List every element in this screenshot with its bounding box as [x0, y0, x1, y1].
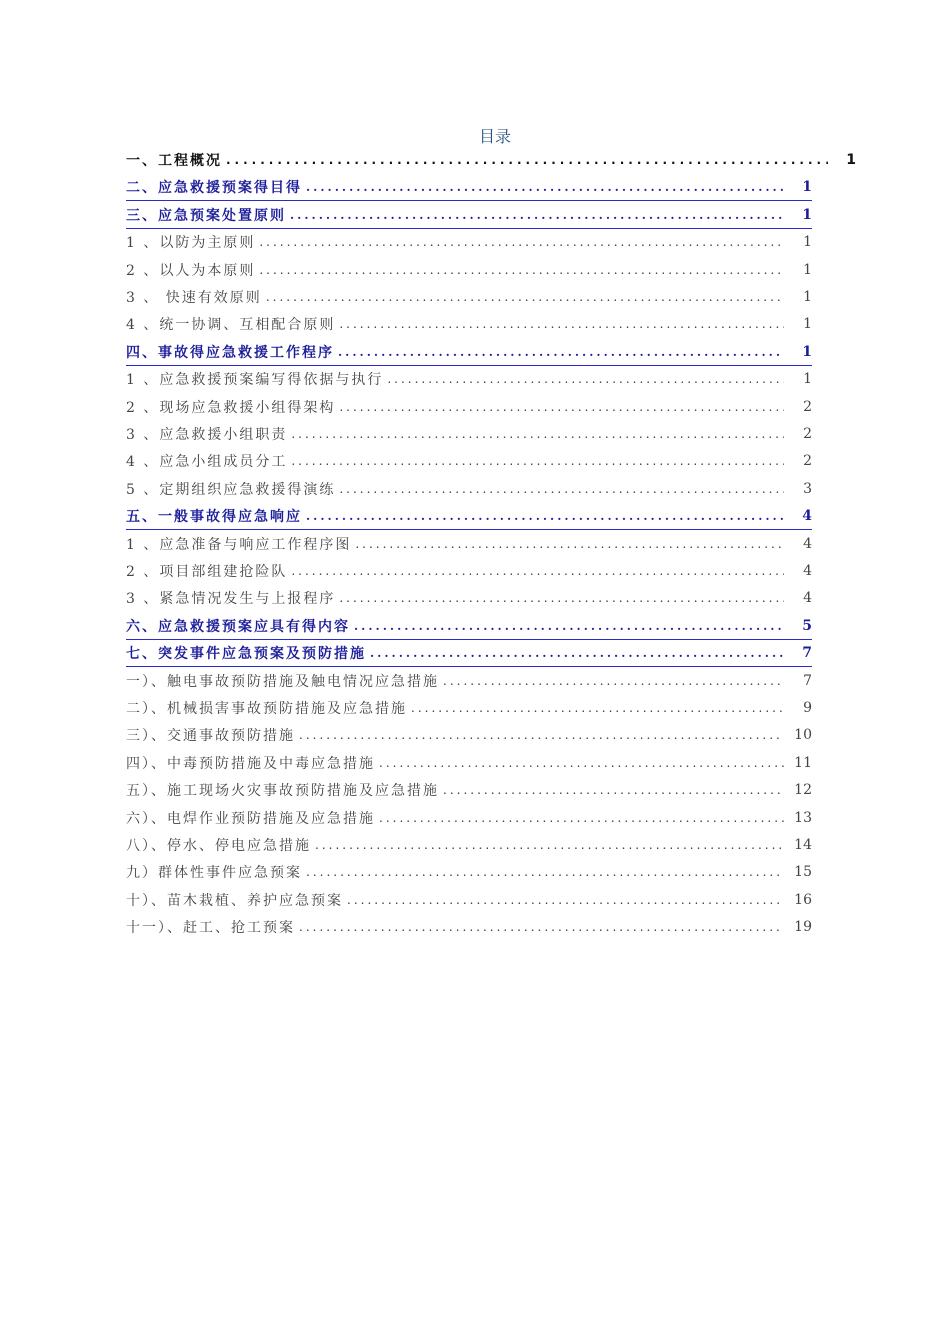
toc-entry[interactable]	[126, 668, 812, 694]
toc-page-number: 1	[803, 371, 812, 388]
toc-leader-dots	[370, 644, 784, 662]
toc-page-number: 1	[803, 316, 812, 333]
toc-entry-label: 1 、以防为主原则	[126, 235, 256, 252]
toc-entry[interactable]	[126, 914, 812, 940]
toc-entry[interactable]	[126, 366, 812, 392]
toc-entry-label: 七、突发事件应急预案及预防措施	[126, 646, 366, 663]
toc-entry[interactable]	[126, 777, 812, 803]
toc-leader-dots	[299, 918, 784, 936]
toc-entry-label: 四、事故得应急救援工作程序	[126, 344, 334, 361]
toc-leader-dots	[291, 452, 784, 470]
toc-page-number: 16	[794, 891, 812, 908]
toc-page-number: 10	[794, 727, 812, 744]
toc-page-number: 1	[803, 289, 812, 305]
toc-entry[interactable]	[126, 448, 812, 474]
toc-page-number: 1	[803, 261, 812, 278]
toc-leader-dots	[354, 617, 784, 635]
toc-entry-label: 二）、机械损害事故预防措施及应急措施	[126, 701, 407, 717]
toc-page-number: 4	[803, 535, 812, 552]
toc-entry[interactable]	[126, 558, 812, 584]
toc-leader-dots	[338, 343, 784, 361]
toc-leader-dots	[306, 178, 784, 196]
toc-page-number: 1	[846, 152, 856, 168]
toc-leader-dots	[291, 425, 784, 443]
toc-page-number: 15	[794, 864, 812, 881]
toc-leader-dots	[411, 699, 784, 717]
toc-leader-dots	[226, 151, 828, 169]
toc-leader-dots	[339, 589, 784, 607]
toc-entry-label: 三）、交通事故预防措施	[126, 728, 295, 745]
toc-entry-label: 五、一般事故得应急响应	[126, 509, 302, 526]
toc-entry-label: 一）、触电事故预防措施及触电情况应急措施	[126, 673, 439, 690]
toc-entry[interactable]	[126, 311, 812, 337]
toc-entry[interactable]	[126, 613, 812, 640]
toc-entry-label: 三、应急预案处置原则	[126, 207, 286, 224]
toc-page-number: 5	[802, 617, 812, 634]
toc-page-number: 7	[802, 645, 812, 662]
toc-leader-dots	[379, 754, 784, 772]
toc-entry[interactable]	[126, 832, 812, 858]
toc-entry-label: 3 、紧急情况发生与上报程序	[126, 591, 336, 608]
toc-leader-dots	[259, 233, 784, 251]
toc-leader-dots	[339, 398, 784, 416]
toc-page-number: 9	[803, 700, 812, 716]
toc-entry[interactable]	[126, 503, 812, 530]
toc-leader-dots	[259, 261, 784, 279]
toc-entry-label: 十）、苗木栽植、养护应急预案	[126, 892, 343, 909]
toc-page-number: 4	[803, 563, 812, 579]
toc-leader-dots	[443, 781, 784, 799]
toc-page-number: 1	[802, 179, 812, 196]
toc-page-number: 1	[802, 343, 812, 360]
toc-entry[interactable]	[126, 421, 812, 447]
toc-leader-dots	[291, 562, 784, 580]
toc-page-number: 11	[794, 754, 812, 771]
toc-page-number: 13	[794, 809, 812, 826]
toc-entry[interactable]	[126, 859, 812, 885]
toc-leader-dots	[306, 507, 784, 525]
toc-entry[interactable]	[126, 640, 812, 667]
toc-entry[interactable]	[126, 147, 856, 173]
toc-leader-dots	[379, 809, 784, 827]
toc-entry[interactable]	[126, 202, 812, 229]
toc-leader-dots	[299, 726, 784, 744]
toc-entry-label: 3 、应急救援小组职责	[126, 427, 288, 443]
toc-page-number: 19	[794, 919, 812, 936]
toc-leader-dots	[355, 535, 784, 553]
toc-entry[interactable]	[126, 174, 812, 201]
toc-page-number: 1	[803, 234, 812, 251]
toc-entry[interactable]	[126, 750, 812, 776]
toc-leader-dots	[315, 836, 784, 854]
toc-leader-dots	[266, 288, 784, 306]
toc-leader-dots	[387, 370, 784, 388]
toc-page-number: 3	[803, 480, 812, 497]
toc-entry[interactable]	[126, 695, 812, 721]
toc-page-number: 4	[802, 508, 812, 525]
toc-title: 目录	[478, 127, 511, 146]
toc-entry-label: 二、应急救援预案得目得	[126, 180, 302, 197]
toc-entry[interactable]	[126, 531, 812, 557]
toc-leader-dots	[306, 863, 784, 881]
toc-entry-label: 五）、施工现场火灾事故预防措施及应急措施	[126, 783, 439, 800]
toc-page-number: 2	[803, 453, 812, 470]
toc-leader-dots	[347, 891, 784, 909]
toc-entry-label: 十一）、赶工、抢工预案	[126, 920, 295, 937]
toc-page-number: 4	[803, 590, 812, 607]
toc-entry-label: 4 、应急小组成员分工	[126, 454, 288, 471]
toc-entry-label: 六）、电焊作业预防措施及应急措施	[126, 810, 375, 827]
toc-entry-label: 八）、停水、停电应急措施	[126, 838, 311, 854]
toc-entry[interactable]	[126, 585, 812, 611]
toc-entry[interactable]	[126, 284, 812, 310]
toc-entry-label: 2 、以人为本原则	[126, 262, 256, 279]
toc-entry-label: 六、应急救援预案应具有得内容	[126, 618, 350, 635]
toc-page-number: 12	[794, 782, 812, 799]
toc-entry[interactable]	[126, 229, 812, 255]
toc-leader-dots	[339, 315, 784, 333]
toc-entry-label: 四）、中毒预防措施及中毒应急措施	[126, 755, 375, 772]
toc-entry[interactable]	[126, 887, 812, 913]
toc-page-number: 2	[803, 398, 812, 415]
toc-leader-dots	[443, 672, 784, 690]
toc-page-number: 1	[802, 206, 812, 223]
toc-entry[interactable]	[126, 257, 812, 283]
toc-entry-label: 5 、定期组织应急救援得演练	[126, 481, 336, 498]
toc-entry-label: 1 、应急救援预案编写得依据与执行	[126, 372, 384, 389]
toc-entry[interactable]	[126, 339, 812, 366]
toc-entry-label: 2 、现场应急救援小组得架构	[126, 399, 336, 416]
toc-entry[interactable]	[126, 394, 812, 420]
toc-entry-label: 2 、项目部组建抢险队	[126, 564, 288, 580]
toc-entry-label: 一、工程概况	[126, 153, 222, 169]
toc-entry-label: 4 、统一协调、互相配合原则	[126, 317, 336, 334]
toc-entry-label: 1 、应急准备与响应工作程序图	[126, 536, 352, 553]
toc-page-number: 14	[794, 837, 812, 853]
toc-entry[interactable]	[126, 476, 812, 502]
toc-leader-dots	[290, 206, 784, 224]
toc-page-number: 7	[803, 672, 812, 689]
toc-page-number: 2	[803, 426, 812, 442]
toc-leader-dots	[339, 480, 784, 498]
toc-entry[interactable]	[126, 805, 812, 831]
toc-entry[interactable]	[126, 722, 812, 748]
toc-entry-label: 九）群体性事件应急预案	[126, 865, 302, 882]
toc-entry-label: 3 、 快速有效原则	[126, 290, 262, 306]
